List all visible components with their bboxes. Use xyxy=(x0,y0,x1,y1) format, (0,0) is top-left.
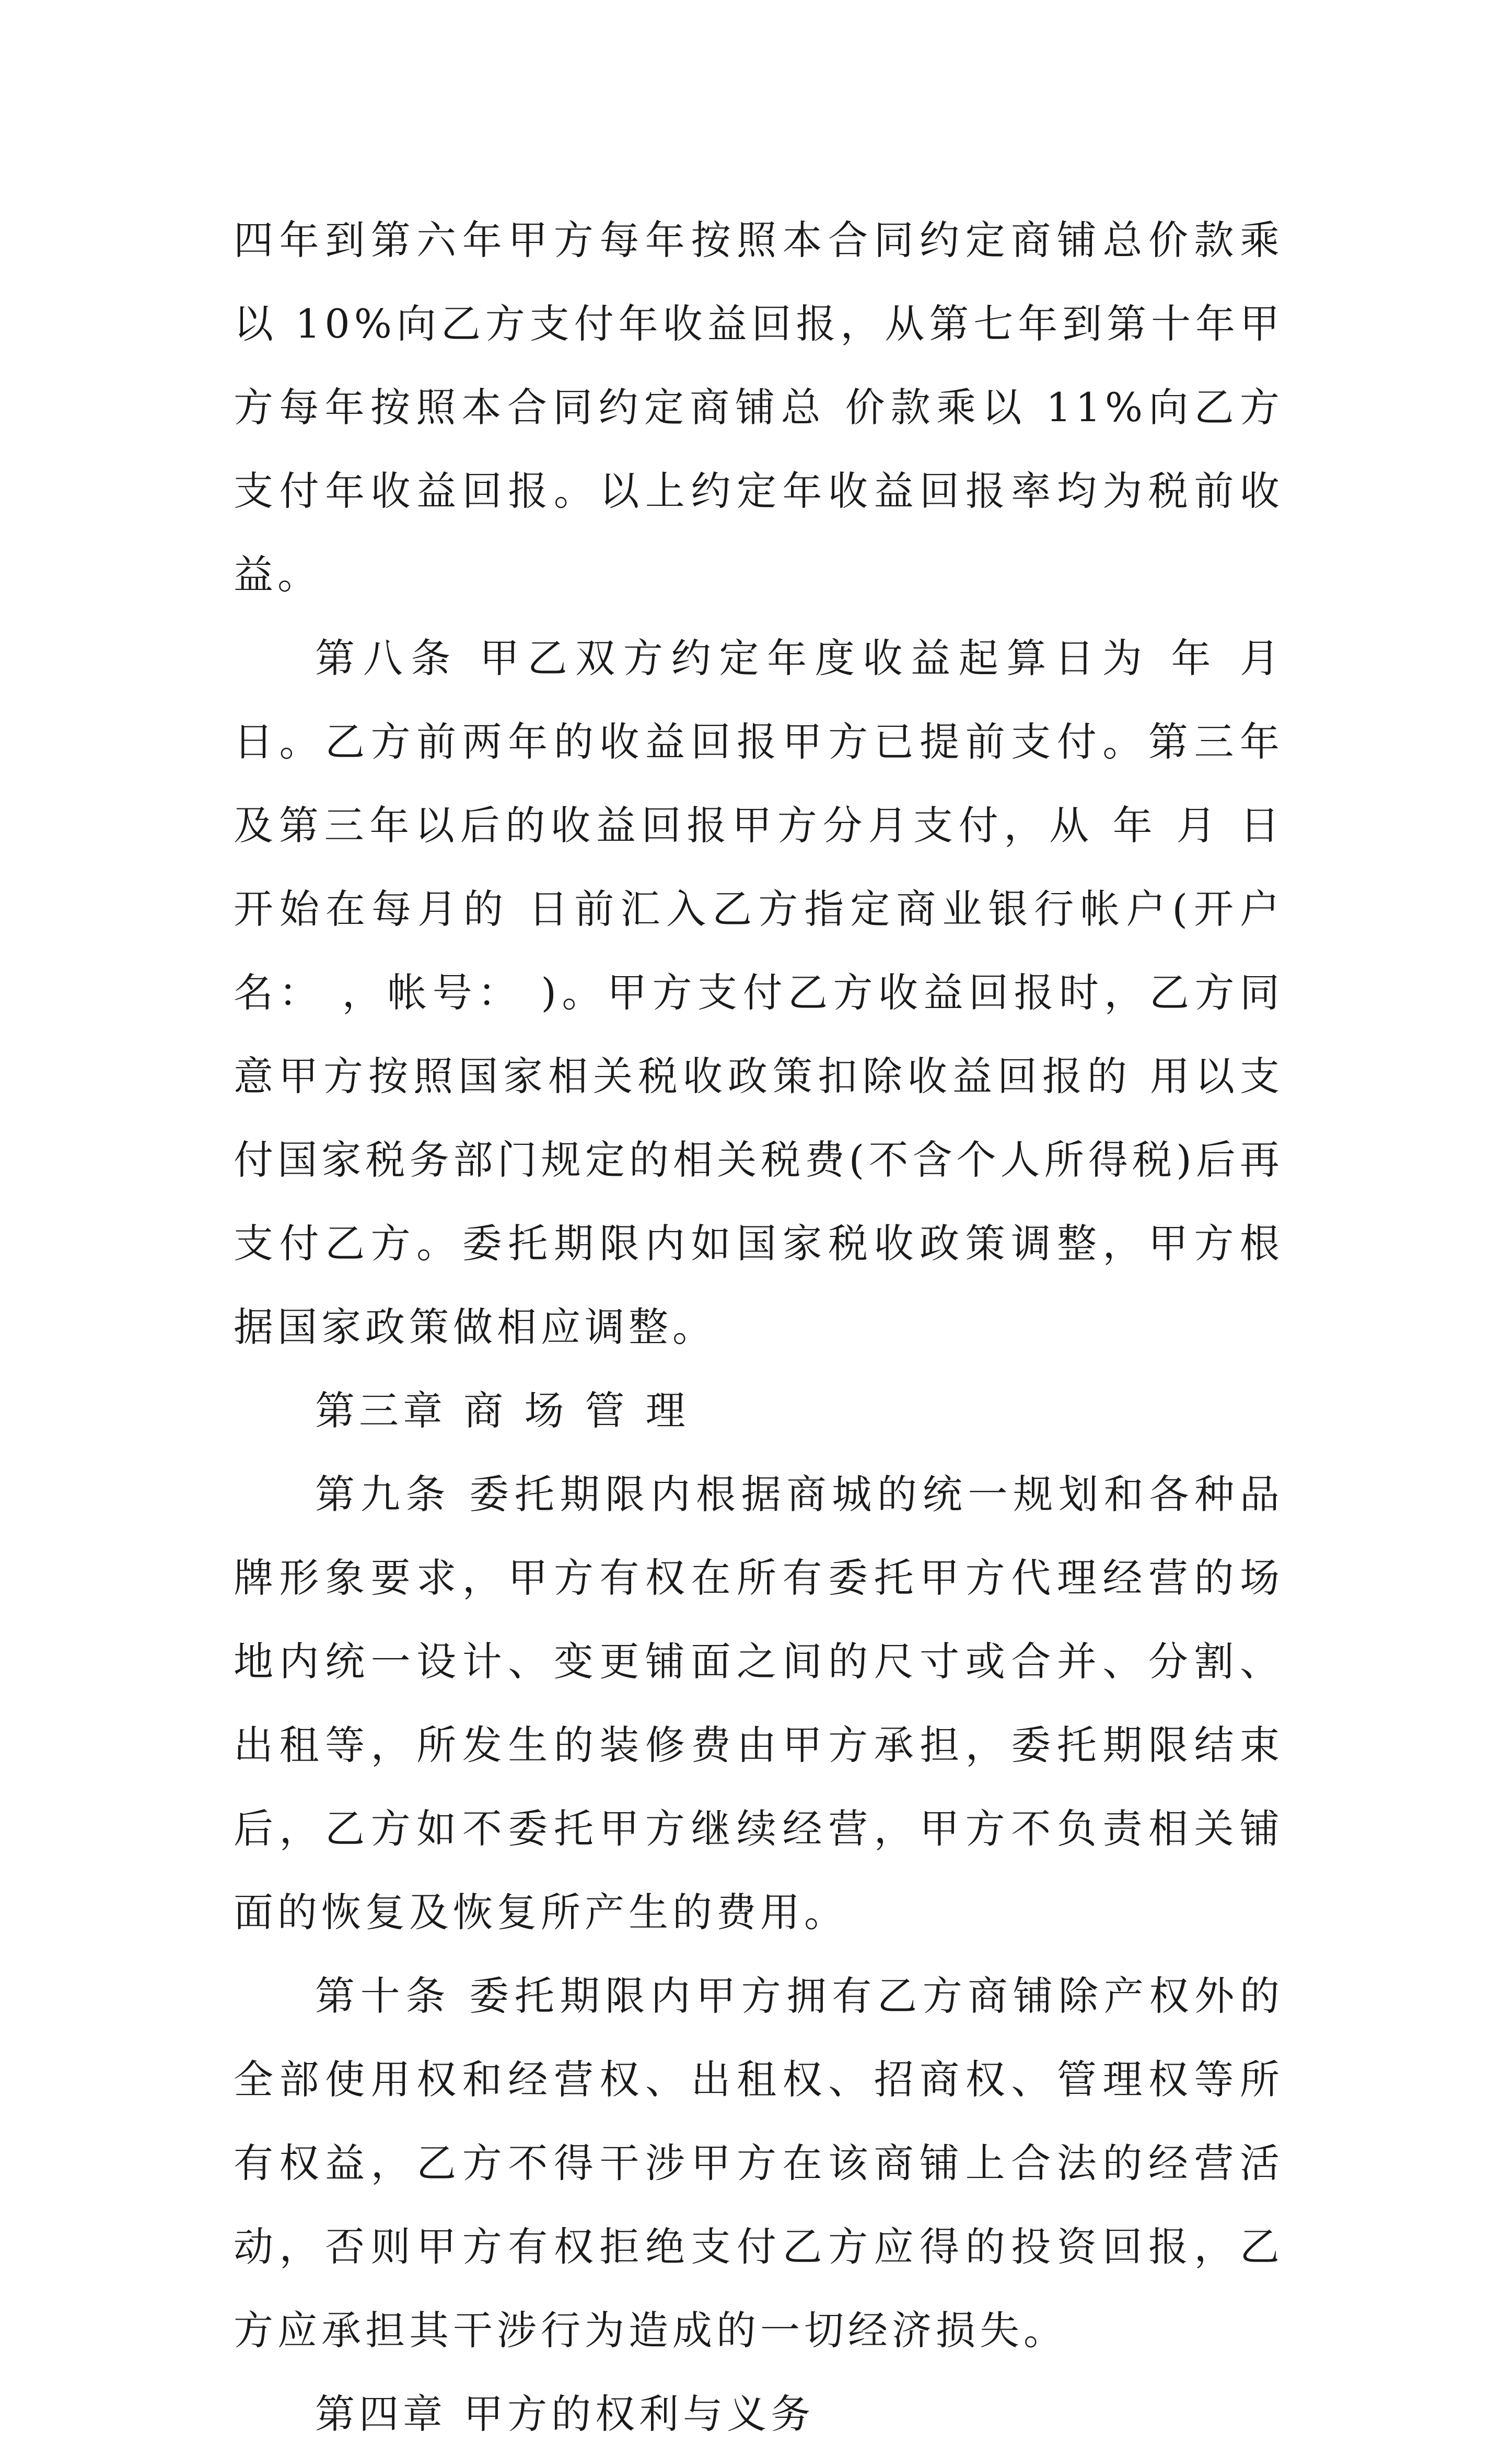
paragraph-article-9: 第九条 委托期限内根据商城的统一规划和各种品牌形象要求，甲方有权在所有委托甲方代理经营的场地内统一设计、变更铺面之间的尺寸或合并、分割、出租等，所发生的装修费由甲方承担，委托期限结束后，乙方如不委托甲方继续经营，甲方不负责相关铺面的恢复及恢复所产生的费用。 xyxy=(234,1471,1284,1936)
paragraph-article-10: 第十条 委托期限内甲方拥有乙方商铺除产权外的全部使用权和经营权、出租权、招商权、管理权等所有权益，乙方不得干涉甲方在该商铺上合法的经营活动，否则甲方有权拒绝支付乙方应得的投资回报，乙方应承担其干涉行为造成的一切经济损失。 xyxy=(234,1973,1284,2354)
paragraph-continuation-return-rates: 四年到第六年甲方每年按照本合同约定商铺总价款乘以 10%向乙方支付年收益回报，从第七年到第十年甲方每年按照本合同约定商铺总 价款乘以 11%向乙方支付年收益回报。以上约定年收益回报率均为税前收益。 xyxy=(234,217,1284,598)
document-body xyxy=(234,199,1284,2456)
chapter-4-heading: 第四章 甲方的权利与义务 xyxy=(315,2391,815,2437)
paragraph-article-8: 第八条 甲乙双方约定年度收益起算日为 年 月 日。乙方前两年的收益回报甲方已提前支付。第三年及第三年以后的收益回报甲方分月支付，从 年 月 日开始在每月的 日前汇入乙方指定商业银行帐户(开户名： ，帐号： )。甲方支付乙方收益回报时，乙方同意甲方按照国家相关税收政策扣除收益回报的 用以支付国家税务部门规定的相关税费(不含个人所得税)后再支付乙方。委托期限内如国家税收政策调整，甲方根据国家政策做相应调整。 xyxy=(234,635,1284,1350)
chapter-3-heading: 第三章 商 场 管 理 xyxy=(315,1387,690,1434)
